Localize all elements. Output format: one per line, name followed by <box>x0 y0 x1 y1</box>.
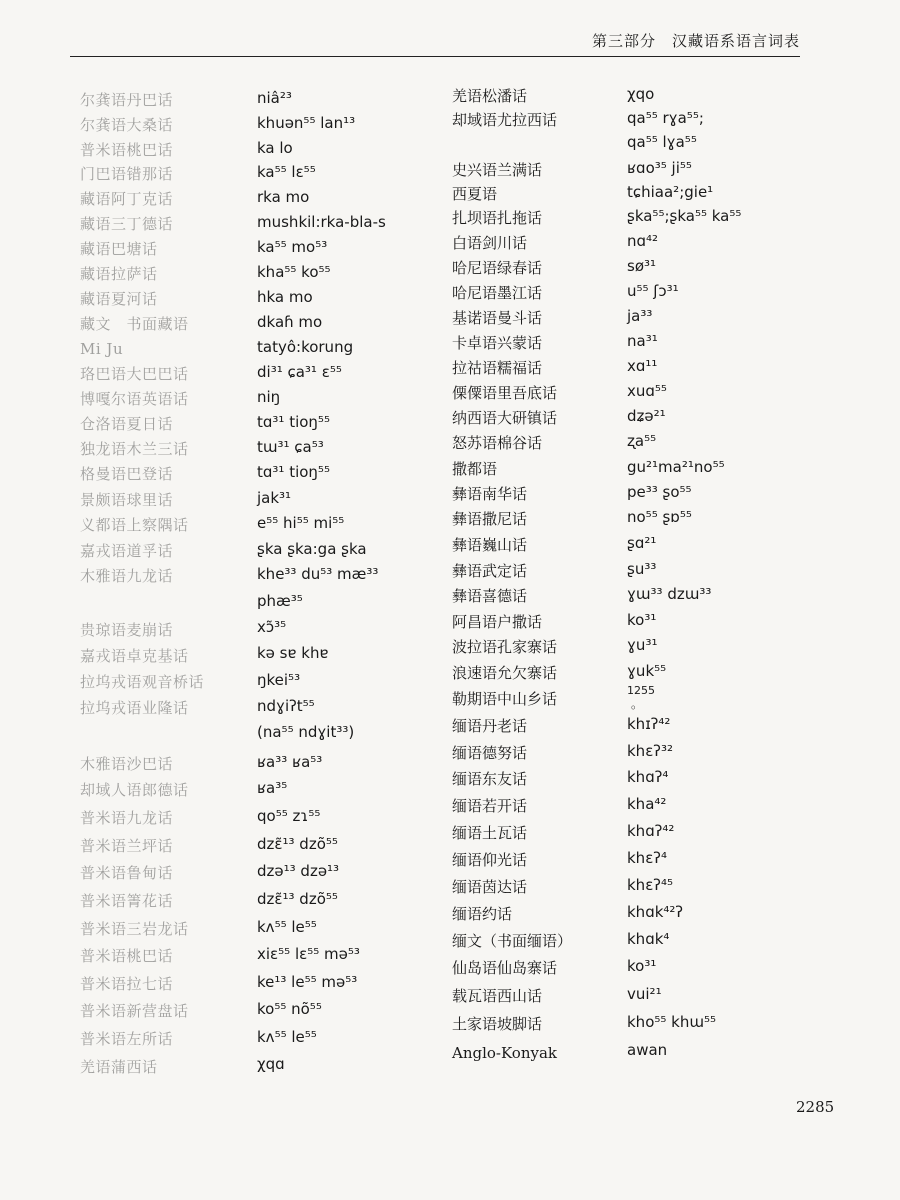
dialect-name: 仓洛语夏日话 <box>80 415 174 433</box>
dialect-name: 彝语喜德话 <box>452 587 528 605</box>
word-form: dzɛ̃¹³ dzõ⁵⁵ <box>257 835 338 853</box>
word-form: ka⁵⁵ lɛ⁵⁵ <box>257 163 316 181</box>
dialect-name: 缅语东友话 <box>452 770 528 788</box>
word-form: khɑʔ⁴ <box>627 768 669 786</box>
dialect-name: 扎坝语扎拖话 <box>452 209 543 227</box>
dialect-name: 缅语约话 <box>452 905 513 923</box>
dialect-name: 缅语土瓦话 <box>452 824 528 842</box>
word-form: ʁa³³ ʁa⁵³ <box>257 753 323 771</box>
word-form: phæ³⁵ <box>257 592 303 610</box>
dialect-name: 义都语上察隅话 <box>80 516 189 534</box>
word-form: ɣɯ³³ dzɯ³³ <box>627 585 712 603</box>
dialect-name: 羌语蒲西话 <box>80 1058 158 1076</box>
word-form: dzɛ̃¹³ dzõ⁵⁵ <box>257 890 338 908</box>
dialect-name: 普米语兰坪话 <box>80 837 174 855</box>
dialect-name: 普米语新营盘话 <box>80 1002 189 1020</box>
dialect-name: 嘉戎语道孚话 <box>80 542 174 560</box>
dialect-name: 基诺语曼斗话 <box>452 309 543 327</box>
dialect-name: 贵琼语麦崩话 <box>80 621 174 639</box>
word-form: dkaɦ mo <box>257 313 323 331</box>
dialect-name: 哈尼语绿春话 <box>452 259 543 277</box>
dialect-name: 却域人语郎德话 <box>80 781 189 799</box>
dialect-name: 门巴语错那话 <box>80 165 174 183</box>
word-form: ja³³ <box>627 307 653 325</box>
dialect-name: 浪速语允欠寨话 <box>452 664 558 682</box>
dialect-name: 藏语巴塘话 <box>80 240 158 258</box>
word-form: di³¹ ɕa³¹ ɛ⁵⁵ <box>257 363 342 381</box>
dialect-name: 木雅语九龙话 <box>80 567 174 585</box>
dialect-name: 怒苏语棉谷话 <box>452 434 543 452</box>
dialect-name: 拉坞戎语观音桥话 <box>80 673 205 691</box>
word-form: 1255 <box>627 684 655 697</box>
word-form: ka lo <box>257 139 293 157</box>
word-form: ɣu³¹ <box>627 636 658 654</box>
dialect-name: 普米语左所话 <box>80 1030 174 1048</box>
dialect-name: 缅文（书面缅语） <box>452 932 573 950</box>
header-rule <box>70 56 800 57</box>
word-form: no⁵⁵ ʂɒ⁵⁵ <box>627 508 692 526</box>
dialect-name: 却域语尤拉西话 <box>452 111 558 129</box>
word-form: tatyô:korung <box>257 338 354 356</box>
dialect-name: 普米语桃巴话 <box>80 141 174 159</box>
word-form: ʁa³⁵ <box>257 779 288 797</box>
dialect-name: 独龙语木兰三话 <box>80 440 189 458</box>
word-form: qa⁵⁵ rɣa⁵⁵; <box>627 109 704 127</box>
word-form: hka mo <box>257 288 313 306</box>
word-form: dʑə²¹ <box>627 407 666 425</box>
word-form: kho⁵⁵ khɯ⁵⁵ <box>627 1013 716 1031</box>
dialect-name: 卡卓语兴蒙话 <box>452 334 543 352</box>
dialect-name: 尔龚语丹巴话 <box>80 91 174 109</box>
word-form: khɛʔ⁴⁵ <box>627 876 673 894</box>
page-number: 2285 <box>796 1098 835 1116</box>
word-form: khuən⁵⁵ lan¹³ <box>257 114 356 132</box>
dialect-name: 珞巴语大巴巴话 <box>80 365 189 383</box>
word-form: ko³¹ <box>627 957 657 975</box>
dialect-name: 载瓦语西山话 <box>452 987 543 1005</box>
word-form: (na⁵⁵ ndɣit³³) <box>257 723 355 741</box>
word-form: xɔ̃³⁵ <box>257 618 287 636</box>
word-form: mushkil:rka-bla-s <box>257 213 386 231</box>
word-form: qa⁵⁵ lɣa⁵⁵ <box>627 133 697 151</box>
word-form: khɛʔ³² <box>627 742 673 760</box>
word-form: na³¹ <box>627 332 658 350</box>
dialect-name: 缅语若开话 <box>452 797 528 815</box>
dialect-name: 缅语茵达话 <box>452 878 528 896</box>
word-form: kə sɐ khɐ <box>257 644 329 662</box>
word-form: tɯ³¹ ɕa⁵³ <box>257 438 324 456</box>
dialect-name: 景颇语球里话 <box>80 491 174 509</box>
word-form: ʂɑ²¹ <box>627 534 657 552</box>
word-form: tɑ³¹ tioŋ⁵⁵ <box>257 413 330 431</box>
word-form: e⁵⁵ hi⁵⁵ mi⁵⁵ <box>257 514 345 532</box>
word-form: ʂka⁵⁵;ʂka⁵⁵ ka⁵⁵ <box>627 207 742 225</box>
word-form: niŋ <box>257 388 281 406</box>
dialect-name: 木雅语沙巴话 <box>80 755 174 773</box>
dialect-name: Anglo-Konyak <box>452 1044 557 1062</box>
word-form: ko⁵⁵ nõ⁵⁵ <box>257 1000 322 1018</box>
word-form: nɑ⁴² <box>627 232 659 250</box>
dialect-name: 缅语仰光话 <box>452 851 528 869</box>
word-form: xuɑ⁵⁵ <box>627 382 667 400</box>
word-form: sø³¹ <box>627 257 657 275</box>
word-form: jak³¹ <box>257 489 292 507</box>
dialect-name: 彝语巍山话 <box>452 536 528 554</box>
dialect-name: Mi Ju <box>80 340 124 358</box>
dialect-name: 嘉戎语卓克基话 <box>80 647 189 665</box>
word-form: χqo <box>627 85 655 103</box>
dialect-name: 缅语丹老话 <box>452 717 528 735</box>
dialect-name: 彝语南华话 <box>452 485 528 503</box>
word-form: xiɛ⁵⁵ lɛ⁵⁵ mə⁵³ <box>257 945 360 963</box>
dialect-name: 普米语九龙话 <box>80 809 174 827</box>
dialect-name: 彝语撒尼话 <box>452 510 528 528</box>
word-form: khe³³ du⁵³ mæ³³ <box>257 565 379 583</box>
word-form: qo⁵⁵ zɿ⁵⁵ <box>257 807 321 825</box>
word-form: khɑk⁴ <box>627 930 670 948</box>
word-form: xɑ¹¹ <box>627 357 658 375</box>
dialect-name: 仙岛语仙岛寨话 <box>452 959 558 977</box>
dialect-name: 土家语坡脚话 <box>452 1015 543 1033</box>
word-form: awan <box>627 1041 668 1059</box>
word-form: pe³³ ʂo⁵⁵ <box>627 483 692 501</box>
word-form: ko³¹ <box>627 611 657 629</box>
dialect-name: 勒期语中山乡话 <box>452 690 558 708</box>
word-form: khɑk⁴²ʔ <box>627 903 684 921</box>
dialect-name: 史兴语兰满话 <box>452 161 543 179</box>
dot-mark: 。 <box>631 697 644 711</box>
dialect-name: 普米语拉七话 <box>80 975 174 993</box>
dialect-name: 普米语鲁甸话 <box>80 864 174 882</box>
dialect-name: 撒都语 <box>452 460 498 478</box>
word-form: ka⁵⁵ mo⁵³ <box>257 238 328 256</box>
dialect-name: 普米语三岩龙话 <box>80 920 189 938</box>
dialect-name: 普米语箐花话 <box>80 892 174 910</box>
dialect-name: 哈尼语墨江话 <box>452 284 543 302</box>
dialect-name: 缅语德努话 <box>452 744 528 762</box>
word-form: u⁵⁵ ʃɔ³¹ <box>627 282 679 300</box>
word-form: tɑ³¹ tioŋ⁵⁵ <box>257 463 330 481</box>
dialect-name: 藏语拉萨话 <box>80 265 158 283</box>
word-form: kʌ⁵⁵ le⁵⁵ <box>257 1028 317 1046</box>
word-form: khɑʔ⁴² <box>627 822 675 840</box>
word-form: kha⁵⁵ ko⁵⁵ <box>257 263 331 281</box>
word-form: ke¹³ le⁵⁵ mə⁵³ <box>257 973 358 991</box>
dialect-name: 藏语三丁德话 <box>80 215 174 233</box>
page-header: 第三部分 汉藏语系语言词表 <box>591 32 800 50</box>
dialect-name: 波拉语孔家寨话 <box>452 638 558 656</box>
dialect-name: 藏语阿丁克话 <box>80 190 174 208</box>
word-form: khɛʔ⁴ <box>627 849 667 867</box>
dialect-name: 拉祜语糯福话 <box>452 359 543 377</box>
dialect-name: 拉坞戎语业隆话 <box>80 699 189 717</box>
word-form: ɣuk⁵⁵ <box>627 662 667 680</box>
word-form: kha⁴² <box>627 795 667 813</box>
dialect-name: 纳西语大研镇话 <box>452 409 558 427</box>
word-form: ʂka ʂka:ga ʂka <box>257 540 367 558</box>
word-form: gu²¹ma²¹no⁵⁵ <box>627 458 725 476</box>
dialect-name: 白语剑川话 <box>452 234 528 252</box>
dialect-name: 格曼语巴登话 <box>80 465 174 483</box>
dialect-name: 藏语夏河话 <box>80 290 158 308</box>
word-form: tɕhiaa²;gie¹ <box>627 183 714 201</box>
word-form: kʌ⁵⁵ le⁵⁵ <box>257 918 317 936</box>
dialect-name: 羌语松潘话 <box>452 87 528 105</box>
dialect-name: 博嘎尔语英语话 <box>80 390 189 408</box>
dialect-name: 藏文 书面藏语 <box>80 315 189 333</box>
dialect-name: 普米语桃巴话 <box>80 947 174 965</box>
dialect-name: 彝语武定话 <box>452 562 528 580</box>
dialect-name: 傈僳语里吾底话 <box>452 384 558 402</box>
word-form: χqɑ <box>257 1055 285 1073</box>
word-form: vui²¹ <box>627 985 662 1003</box>
word-form: ʐa⁵⁵ <box>627 432 657 450</box>
word-form: rka mo <box>257 188 310 206</box>
word-form: ndɣiʔt⁵⁵ <box>257 697 315 715</box>
word-form: ʂu³³ <box>627 560 657 578</box>
word-form: dzə¹³ dzə¹³ <box>257 862 340 880</box>
word-form: ŋkei⁵³ <box>257 671 301 689</box>
word-form: ʁɑo³⁵ ji⁵⁵ <box>627 159 692 177</box>
word-form: khɪʔ⁴² <box>627 715 671 733</box>
dialect-name: 尔龚语大桑话 <box>80 116 174 134</box>
word-form: niâ²³ <box>257 89 292 107</box>
dialect-name: 阿昌语户撒话 <box>452 613 543 631</box>
dialect-name: 西夏语 <box>452 185 498 203</box>
